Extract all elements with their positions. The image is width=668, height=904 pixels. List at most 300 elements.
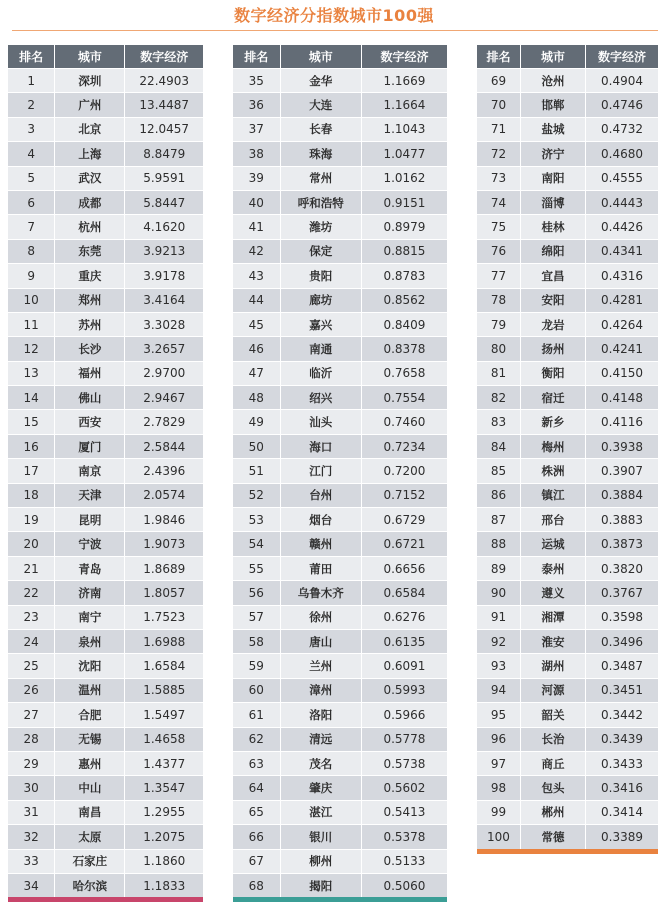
- score-value: 0.4148: [586, 386, 658, 410]
- city-name: 湛江: [280, 800, 361, 824]
- city-name: 贵阳: [280, 264, 361, 288]
- rank-cell: 15: [8, 410, 55, 434]
- city-name: 南宁: [55, 605, 125, 629]
- table-row: [477, 93, 658, 117]
- city-name: 深圳: [55, 69, 125, 93]
- ranking-table: [8, 45, 203, 897]
- header-city: 城市: [55, 45, 125, 69]
- rank-cell: 64: [233, 776, 280, 800]
- table-row: [477, 142, 658, 166]
- rank-cell: 78: [477, 288, 520, 312]
- score-value: 1.6584: [125, 654, 203, 678]
- city-name: 佛山: [55, 386, 125, 410]
- table-row: [8, 190, 203, 214]
- score-value: 0.7554: [361, 386, 447, 410]
- header-rank: 排名: [8, 45, 55, 69]
- rank-cell: 16: [8, 434, 55, 458]
- rank-cell: 35: [233, 69, 280, 93]
- table-row: [233, 166, 447, 190]
- rank-cell: 70: [477, 93, 520, 117]
- rank-cell: 74: [477, 190, 520, 214]
- score-value: 1.9846: [125, 508, 203, 532]
- score-value: 0.8562: [361, 288, 447, 312]
- rank-cell: 20: [8, 532, 55, 556]
- score-value: 1.0477: [361, 142, 447, 166]
- table-row: [233, 483, 447, 507]
- city-name: 济南: [55, 581, 125, 605]
- rank-cell: 17: [8, 459, 55, 483]
- rank-cell: 4: [8, 142, 55, 166]
- rank-cell: 88: [477, 532, 520, 556]
- rank-cell: 2: [8, 93, 55, 117]
- score-value: 0.6276: [361, 605, 447, 629]
- table-row: [8, 69, 203, 93]
- rank-cell: 99: [477, 800, 520, 824]
- rank-cell: 53: [233, 508, 280, 532]
- table-row: [477, 605, 658, 629]
- rank-cell: 11: [8, 312, 55, 336]
- title-divider: [12, 30, 658, 31]
- rank-cell: 33: [8, 849, 55, 873]
- score-value: 0.4904: [586, 69, 658, 93]
- rank-cell: 73: [477, 166, 520, 190]
- city-name: 洛阳: [280, 703, 361, 727]
- table-row: [233, 337, 447, 361]
- city-name: 宁波: [55, 532, 125, 556]
- table-row: [233, 239, 447, 263]
- rank-cell: 62: [233, 727, 280, 751]
- table-row: [233, 459, 447, 483]
- score-value: 0.6721: [361, 532, 447, 556]
- rank-cell: 3: [8, 117, 55, 141]
- city-name: 韶关: [520, 703, 585, 727]
- rank-cell: 22: [8, 581, 55, 605]
- score-value: 2.0574: [125, 483, 203, 507]
- rank-cell: 75: [477, 215, 520, 239]
- rank-cell: 89: [477, 556, 520, 580]
- table-row: [8, 508, 203, 532]
- score-value: 3.4164: [125, 288, 203, 312]
- ranking-table: [477, 45, 658, 849]
- rank-cell: 63: [233, 751, 280, 775]
- city-name: 邯郸: [520, 93, 585, 117]
- city-name: 常州: [280, 166, 361, 190]
- score-value: 1.6988: [125, 629, 203, 653]
- city-name: 徐州: [280, 605, 361, 629]
- table-row: [477, 508, 658, 532]
- rank-cell: 59: [233, 654, 280, 678]
- score-value: 0.7658: [361, 361, 447, 385]
- rank-cell: 87: [477, 508, 520, 532]
- score-value: 2.7829: [125, 410, 203, 434]
- city-name: 中山: [55, 776, 125, 800]
- city-name: 济宁: [520, 142, 585, 166]
- table-row: [8, 776, 203, 800]
- city-name: 呼和浩特: [280, 190, 361, 214]
- rank-cell: 94: [477, 678, 520, 702]
- score-value: 0.3767: [586, 581, 658, 605]
- city-name: 金华: [280, 69, 361, 93]
- table-row: [8, 678, 203, 702]
- city-name: 石家庄: [55, 849, 125, 873]
- rank-cell: 91: [477, 605, 520, 629]
- score-value: 2.5844: [125, 434, 203, 458]
- ranking-table-right: [477, 45, 658, 854]
- score-value: 3.9178: [125, 264, 203, 288]
- table-accent-bar: [477, 849, 658, 854]
- score-value: 1.5497: [125, 703, 203, 727]
- city-name: 西安: [55, 410, 125, 434]
- score-value: 0.4746: [586, 93, 658, 117]
- table-row: [233, 215, 447, 239]
- table-row: [8, 532, 203, 556]
- score-value: 0.8979: [361, 215, 447, 239]
- score-value: 0.3496: [586, 629, 658, 653]
- table-row: [233, 508, 447, 532]
- rank-cell: 19: [8, 508, 55, 532]
- table-row: [233, 727, 447, 751]
- score-value: 0.4150: [586, 361, 658, 385]
- table-row: [477, 556, 658, 580]
- score-value: 0.3820: [586, 556, 658, 580]
- score-value: 0.6091: [361, 654, 447, 678]
- table-row: [233, 678, 447, 702]
- rank-cell: 26: [8, 678, 55, 702]
- rank-cell: 54: [233, 532, 280, 556]
- city-name: 北京: [55, 117, 125, 141]
- score-value: 0.7460: [361, 410, 447, 434]
- rank-cell: 30: [8, 776, 55, 800]
- score-value: 2.9700: [125, 361, 203, 385]
- city-name: 乌鲁木齐: [280, 581, 361, 605]
- city-name: 海口: [280, 434, 361, 458]
- table-row: [233, 288, 447, 312]
- table-row: [477, 629, 658, 653]
- city-name: 长沙: [55, 337, 125, 361]
- city-name: 河源: [520, 678, 585, 702]
- score-value: 1.1860: [125, 849, 203, 873]
- city-name: 厦门: [55, 434, 125, 458]
- table-row: [233, 117, 447, 141]
- city-name: 郴州: [520, 800, 585, 824]
- rank-cell: 57: [233, 605, 280, 629]
- city-name: 赣州: [280, 532, 361, 556]
- rank-cell: 85: [477, 459, 520, 483]
- score-value: 0.5993: [361, 678, 447, 702]
- score-value: 5.8447: [125, 190, 203, 214]
- table-row: [233, 751, 447, 775]
- rank-cell: 71: [477, 117, 520, 141]
- city-name: 常德: [520, 825, 585, 849]
- score-value: 1.3547: [125, 776, 203, 800]
- city-name: 成都: [55, 190, 125, 214]
- table-row: [8, 264, 203, 288]
- table-row: [8, 751, 203, 775]
- table-row: [8, 825, 203, 849]
- score-value: 0.7200: [361, 459, 447, 483]
- city-name: 湘潭: [520, 605, 585, 629]
- score-value: 0.4281: [586, 288, 658, 312]
- rank-cell: 8: [8, 239, 55, 263]
- table-row: [233, 703, 447, 727]
- table-row: [233, 825, 447, 849]
- city-name: 上海: [55, 142, 125, 166]
- table-row: [8, 142, 203, 166]
- city-name: 南昌: [55, 800, 125, 824]
- table-row: [477, 264, 658, 288]
- rank-cell: 27: [8, 703, 55, 727]
- city-name: 烟台: [280, 508, 361, 532]
- table-row: [233, 410, 447, 434]
- city-name: 唐山: [280, 629, 361, 653]
- score-value: 0.3414: [586, 800, 658, 824]
- city-name: 无锡: [55, 727, 125, 751]
- rank-cell: 68: [233, 873, 280, 897]
- rank-cell: 49: [233, 410, 280, 434]
- score-value: 0.3439: [586, 727, 658, 751]
- city-name: 天津: [55, 483, 125, 507]
- rank-cell: 29: [8, 751, 55, 775]
- rank-cell: 42: [233, 239, 280, 263]
- rank-cell: 95: [477, 703, 520, 727]
- table-row: [8, 483, 203, 507]
- table-row: [233, 605, 447, 629]
- table-row: [477, 751, 658, 775]
- rank-cell: 13: [8, 361, 55, 385]
- city-name: 揭阳: [280, 873, 361, 897]
- table-row: [477, 239, 658, 263]
- rank-cell: 79: [477, 312, 520, 336]
- score-value: 2.9467: [125, 386, 203, 410]
- table-accent-bar: [233, 897, 447, 902]
- city-name: 长春: [280, 117, 361, 141]
- table-row: [477, 288, 658, 312]
- rank-cell: 50: [233, 434, 280, 458]
- score-value: 0.3451: [586, 678, 658, 702]
- rank-cell: 1: [8, 69, 55, 93]
- city-name: 淄博: [520, 190, 585, 214]
- header-value: 数字经济: [586, 45, 658, 69]
- city-name: 武汉: [55, 166, 125, 190]
- city-name: 汕头: [280, 410, 361, 434]
- table-row: [477, 386, 658, 410]
- city-name: 保定: [280, 239, 361, 263]
- table-row: [8, 605, 203, 629]
- header-city: 城市: [520, 45, 585, 69]
- table-row: [477, 410, 658, 434]
- table-row: [8, 873, 203, 897]
- score-value: 0.4555: [586, 166, 658, 190]
- city-name: 茂名: [280, 751, 361, 775]
- header-rank: 排名: [233, 45, 280, 69]
- table-row: [477, 166, 658, 190]
- table-row: [477, 361, 658, 385]
- table-row: [477, 776, 658, 800]
- score-value: 0.6135: [361, 629, 447, 653]
- rank-cell: 41: [233, 215, 280, 239]
- table-row: [233, 190, 447, 214]
- rank-cell: 100: [477, 825, 520, 849]
- city-name: 江门: [280, 459, 361, 483]
- city-name: 泉州: [55, 629, 125, 653]
- rank-cell: 76: [477, 239, 520, 263]
- table-row: [477, 678, 658, 702]
- table-row: [8, 288, 203, 312]
- score-value: 0.6656: [361, 556, 447, 580]
- city-name: 安阳: [520, 288, 585, 312]
- score-value: 1.0162: [361, 166, 447, 190]
- city-name: 哈尔滨: [55, 873, 125, 897]
- table-row: [233, 873, 447, 897]
- table-row: [477, 190, 658, 214]
- score-value: 1.7523: [125, 605, 203, 629]
- table-row: [233, 312, 447, 336]
- city-name: 银川: [280, 825, 361, 849]
- score-value: 3.9213: [125, 239, 203, 263]
- score-value: 0.8815: [361, 239, 447, 263]
- rank-cell: 96: [477, 727, 520, 751]
- score-value: 0.4264: [586, 312, 658, 336]
- table-row: [233, 556, 447, 580]
- city-name: 嘉兴: [280, 312, 361, 336]
- score-value: 0.4680: [586, 142, 658, 166]
- city-name: 杭州: [55, 215, 125, 239]
- city-name: 重庆: [55, 264, 125, 288]
- score-value: 0.8783: [361, 264, 447, 288]
- score-value: 1.1043: [361, 117, 447, 141]
- score-value: 0.3907: [586, 459, 658, 483]
- score-value: 5.9591: [125, 166, 203, 190]
- city-name: 漳州: [280, 678, 361, 702]
- rank-cell: 37: [233, 117, 280, 141]
- table-row: [477, 337, 658, 361]
- score-value: 0.5378: [361, 825, 447, 849]
- table-row: [477, 215, 658, 239]
- table-row: [233, 629, 447, 653]
- rank-cell: 86: [477, 483, 520, 507]
- score-value: 3.3028: [125, 312, 203, 336]
- city-name: 珠海: [280, 142, 361, 166]
- score-value: 0.7234: [361, 434, 447, 458]
- rank-cell: 10: [8, 288, 55, 312]
- table-row: [8, 727, 203, 751]
- rank-cell: 46: [233, 337, 280, 361]
- score-value: 0.5413: [361, 800, 447, 824]
- table-row: [8, 556, 203, 580]
- city-name: 宿迁: [520, 386, 585, 410]
- rank-cell: 21: [8, 556, 55, 580]
- city-name: 莆田: [280, 556, 361, 580]
- score-value: 0.3416: [586, 776, 658, 800]
- rank-cell: 81: [477, 361, 520, 385]
- rank-cell: 44: [233, 288, 280, 312]
- table-row: [477, 532, 658, 556]
- table-row: [233, 849, 447, 873]
- rank-cell: 12: [8, 337, 55, 361]
- score-value: 13.4487: [125, 93, 203, 117]
- city-name: 新乡: [520, 410, 585, 434]
- score-value: 0.5738: [361, 751, 447, 775]
- city-name: 昆明: [55, 508, 125, 532]
- city-name: 大连: [280, 93, 361, 117]
- score-value: 0.3873: [586, 532, 658, 556]
- city-name: 温州: [55, 678, 125, 702]
- score-value: 0.4426: [586, 215, 658, 239]
- rank-cell: 84: [477, 434, 520, 458]
- score-value: 12.0457: [125, 117, 203, 141]
- table-row: [477, 703, 658, 727]
- city-name: 南京: [55, 459, 125, 483]
- city-name: 沈阳: [55, 654, 125, 678]
- rank-cell: 82: [477, 386, 520, 410]
- city-name: 肇庆: [280, 776, 361, 800]
- rank-cell: 97: [477, 751, 520, 775]
- city-name: 桂林: [520, 215, 585, 239]
- table-row: [8, 93, 203, 117]
- score-value: 1.5885: [125, 678, 203, 702]
- page-title: 数字经济分指数城市100强: [234, 6, 434, 25]
- score-value: 8.8479: [125, 142, 203, 166]
- table-row: [8, 117, 203, 141]
- score-value: 0.4316: [586, 264, 658, 288]
- rank-cell: 52: [233, 483, 280, 507]
- rank-cell: 69: [477, 69, 520, 93]
- rank-cell: 14: [8, 386, 55, 410]
- city-name: 郑州: [55, 288, 125, 312]
- score-value: 22.4903: [125, 69, 203, 93]
- city-name: 南阳: [520, 166, 585, 190]
- table-row: [477, 654, 658, 678]
- score-value: 0.5133: [361, 849, 447, 873]
- table-row: [233, 142, 447, 166]
- rank-cell: 77: [477, 264, 520, 288]
- table-row: [233, 434, 447, 458]
- city-name: 柳州: [280, 849, 361, 873]
- city-name: 龙岩: [520, 312, 585, 336]
- city-name: 长治: [520, 727, 585, 751]
- rank-cell: 98: [477, 776, 520, 800]
- table-row: [8, 166, 203, 190]
- table-row: [477, 727, 658, 751]
- rank-cell: 32: [8, 825, 55, 849]
- city-name: 衡阳: [520, 361, 585, 385]
- table-row: [8, 581, 203, 605]
- rank-cell: 6: [8, 190, 55, 214]
- city-name: 绵阳: [520, 239, 585, 263]
- table-row: [477, 483, 658, 507]
- rank-cell: 39: [233, 166, 280, 190]
- score-value: 0.8409: [361, 312, 447, 336]
- score-value: 0.8378: [361, 337, 447, 361]
- table-row: [233, 69, 447, 93]
- table-row: [477, 800, 658, 824]
- rank-cell: 36: [233, 93, 280, 117]
- table-row: [8, 703, 203, 727]
- score-value: 3.2657: [125, 337, 203, 361]
- city-name: 临沂: [280, 361, 361, 385]
- rank-cell: 18: [8, 483, 55, 507]
- rank-cell: 48: [233, 386, 280, 410]
- city-name: 清远: [280, 727, 361, 751]
- table-row: [233, 386, 447, 410]
- rank-cell: 24: [8, 629, 55, 653]
- table-row: [477, 581, 658, 605]
- table-row: [8, 849, 203, 873]
- ranking-table-left: [8, 45, 203, 902]
- rank-cell: 56: [233, 581, 280, 605]
- rank-cell: 43: [233, 264, 280, 288]
- rank-cell: 38: [233, 142, 280, 166]
